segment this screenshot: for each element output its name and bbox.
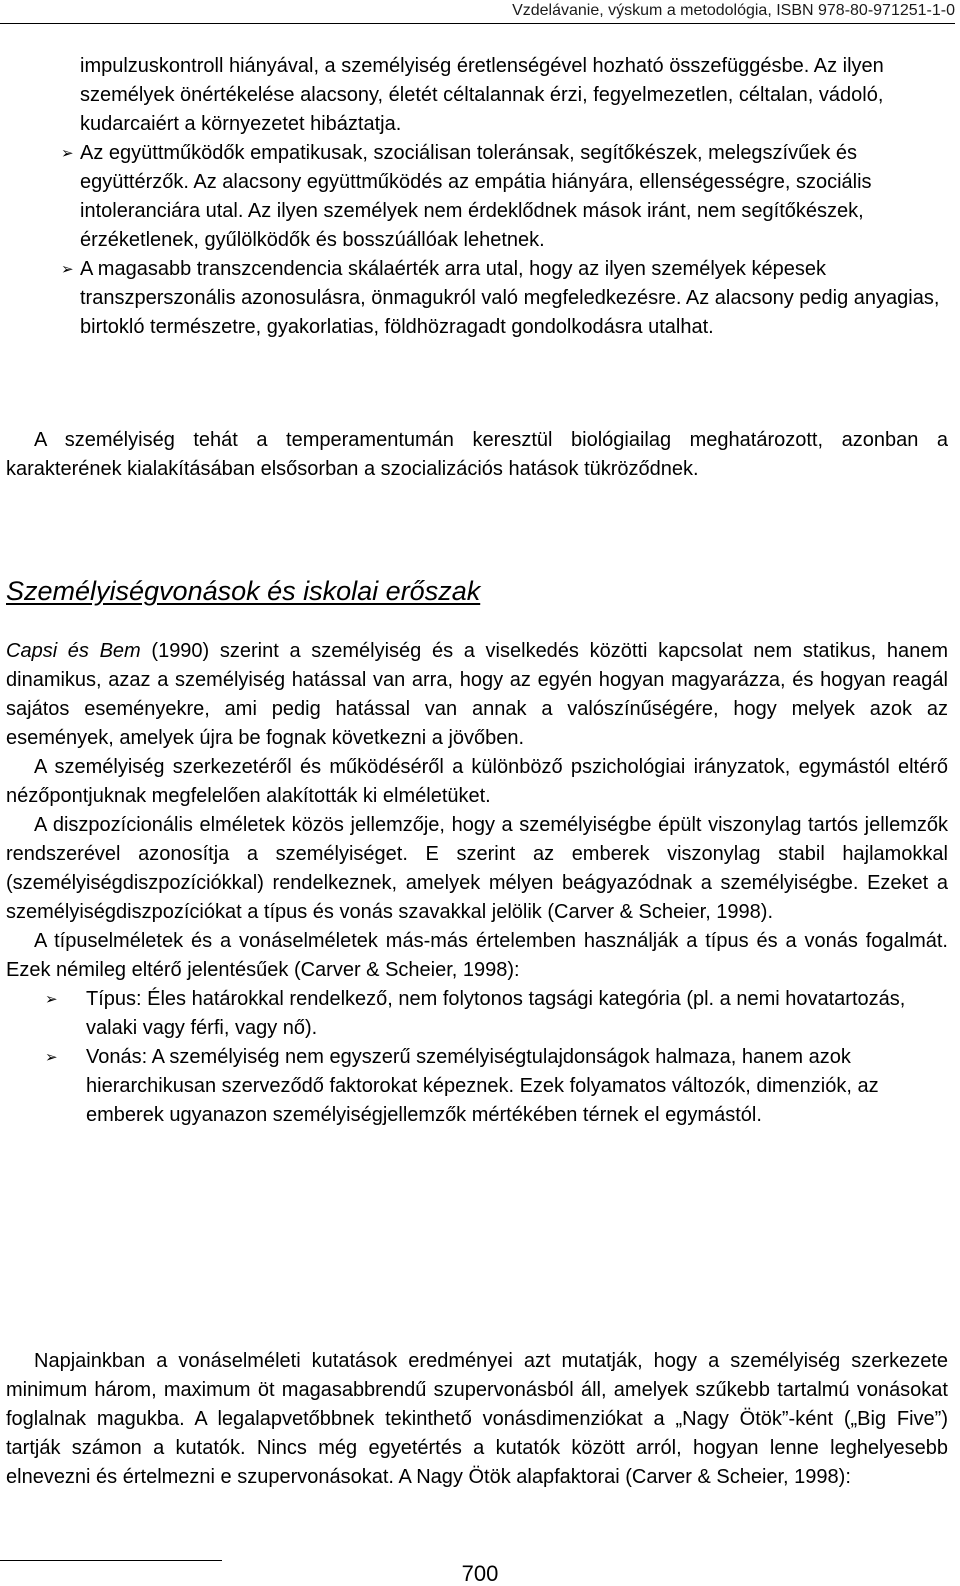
list-item — [0, 255, 948, 342]
list-item — [0, 139, 948, 255]
paragraph-type-trait: A típuselméletek és a vonáselméletek más-más értelemben használják a típus és a vonás fogalmát. Ezek némileg eltérő jelentésűek (Carver & Scheier, 1998): — [6, 930, 948, 981]
continuation-text — [0, 52, 948, 139]
paragraph-big-five: Napjainkban a vonáselméleti kutatások eredményei azt mutatják, hogy a személyiség szerkezete minimum három, maximum öt magasabbrendű szupervonásból áll, amelyek szűkebb tartalmú vonásokat foglalnak magukba. A legalapvetőbbnek tekinthető vonásdimenziókat a „Nagy Ötök”-ként („Big Five”) tartják számon a kutatók. Nincs még egyetértés a kutatók között arról, hogyan lenne leghelyesebb elnevezni és értelmezni e szupervonásokat. A Nagy Ötök alapfaktorai (Carver & Scheier, 1998): — [6, 1350, 948, 1488]
bullet-continuation-block — [0, 52, 948, 342]
summary-paragraph: A személyiség tehát a temperamentumán keresztül biológiailag meghatározott, azonban a karakterének kialakításában elsősorban a szocializációs hatások tükröződnek. — [6, 429, 948, 480]
body-section — [6, 637, 948, 1130]
arrow-bullet-icon: ➢ — [61, 145, 74, 162]
arrow-bullet-icon: ➢ — [45, 991, 58, 1008]
type-trait-list — [28, 985, 948, 1130]
list-item — [28, 985, 948, 1043]
paragraph-text: (1990) szerint a személyiség és a viselkedés közötti kapcsolat nem statikus, hanem dinamikus, azaz a személyiség hatással van arra, hogy az egyén hogyan magyarázza, és hogyan reagál sajátos eseményekre, ami pedig hatással van annak a valószínűségére, hogy melyek azok az események, amelyek újra be fognak következni a jövőben. — [6, 640, 948, 749]
paragraph-dispositional: A diszpozícionális elméletek közös jellemzője, hogy a személyiségbe épült viszonylag tartós jellemzők rendszerével azonosítja a személyiséget. E szerint az emberek viszonylag stabil hajlamokkal (személyiségdiszpozíciókkal) rendelkeznek, amelyek mélyen beágyazódnak a személyiségbe. Ezeket a személyiségdiszpozíciókat a típus és vonás szavakkal jelölik (Carver & Scheier, 1998). — [6, 814, 948, 923]
section-heading: Személyiségvonások és iskolai erőszak — [6, 576, 481, 606]
paragraph-capsi-bem — [6, 637, 948, 753]
cited-authors: Capsi és Bem — [6, 640, 141, 662]
running-header: Vzdelávanie, výskum a metodológia, ISBN 978-80-971251-1-0 — [0, 2, 955, 24]
list-item-text: Az együttműködők empatikusak, szociálisan toleránsak, segítőkészek, melegszívűek és együttérzők. Az alacsony együttműködés az empátia hiányára, ellenségességre, szociális intoleranciára utal. Az ilyen személyek nem érdeklődnek mások iránt, nem segítőkészek, érzéketlenek, gyűlölködők és bosszúállóak lehetnek. — [80, 142, 872, 251]
footer-divider — [0, 1560, 222, 1561]
arrow-bullet-icon: ➢ — [45, 1049, 58, 1066]
paragraph-theories: A személyiség szerkezetéről és működéséről a különböző pszichológiai irányzatok, egymástól eltérő nézőpontjuknak megfelelően alakították ki elméletüket. — [6, 756, 948, 807]
list-item-text: Vonás: A személyiség nem egyszerű személyiségtulajdonságok halmaza, hanem azok hierarchikusan szerveződő faktorokat képeznek. Ezek folyamatos változók, dimenziók, az emberek ugyanazon személyiségjellemzők mértékében térnek el egymástól. — [86, 1046, 879, 1126]
list-item-text: A magasabb transzcendencia skálaérték arra utal, hogy az ilyen személyek képesek transzperszonális azonosulásra, önmagukról való megfeledkezésre. Az alacsony pedig anyagias, birtokló természetre, gyakorlatias, földhözragadt gondolkodásra utalhat. — [80, 258, 940, 338]
page-number: 700 — [461, 1561, 499, 1586]
continuation-paragraph: impulzuskontroll hiányával, a személyiség éretlenségével hozható összefüggésbe. Az ilyen személyek önértékelése alacsony, életét céltalannak érzi, fegyelmezetlen, céltalan, vádoló, kudarcaiért a környezetet hibáztatja. — [80, 55, 884, 135]
list-item-text: Típus: Éles határokkal rendelkező, nem folytonos tagsági kategória (pl. a nemi hovatartozás, valaki vagy férfi, vagy nő). — [86, 988, 906, 1039]
list-item — [28, 1043, 948, 1130]
arrow-bullet-icon: ➢ — [61, 261, 74, 278]
